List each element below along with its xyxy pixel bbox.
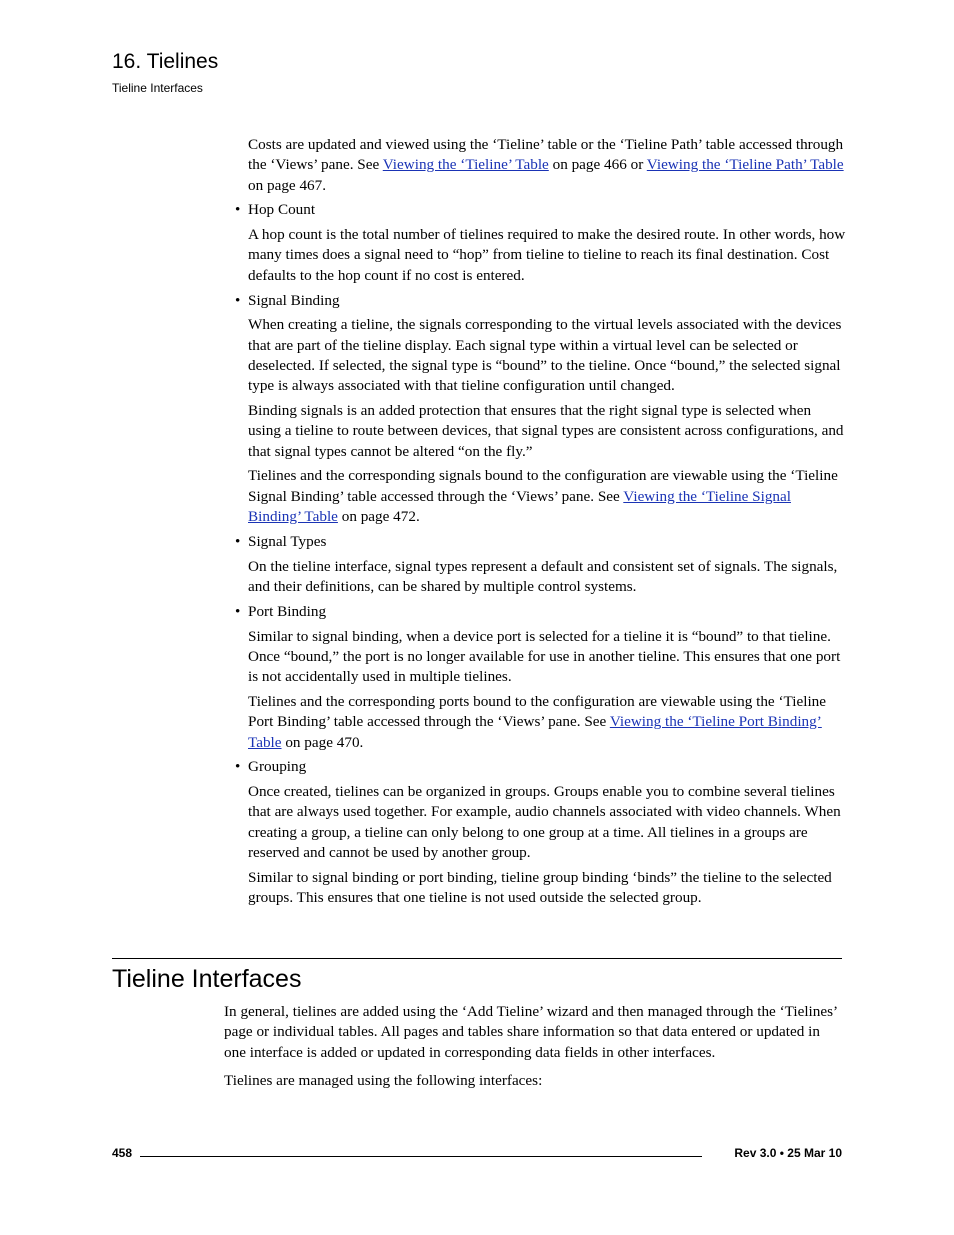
bullet-grouping: • Grouping [248,757,846,777]
body-lower [224,1002,839,1099]
xref-tieline-table-link[interactable]: Viewing the ‘Tieline’ Table [382,156,549,174]
chapter-title: 16. Tielines [112,50,219,73]
grouping-paragraph-2: Similar to signal binding or port binding, tieline group binding ‘binds” the tieline to the selected groups. This ensures that one tieline is not used outside the selected group. [248,868,832,907]
signal-binding-paragraph-3: Tielines and the corresponding signals bound to the configuration are viewable using the ‘Tieline Signal Binding’ table accessed through the ‘Views’ pane. See Viewing the ‘Tieline Signal Binding’ Table on page 472. [248,467,838,526]
grouping-paragraph-1: Once created, tielines can be organized in groups. Groups enable you to combine several tielines that are always used together. For example, audio channels associated with video channels. When creating a group, a tieline can only belong to one group at a time. All tielines in a groups are reserved and cannot be used by another group. [248,783,841,861]
xref-signal-binding-table-link[interactable]: Viewing the ‘Tieline Signal Binding’ Table [248,487,791,526]
bullet-port-binding: • Port Binding [248,602,846,622]
xref-tieline-path-table-link[interactable]: Viewing the ‘Tieline Path’ Table [646,156,844,174]
bullet-signal-types: • Signal Types [248,532,846,552]
port-binding-paragraph-1: Similar to signal binding, when a device port is selected for a tieline it is “bound” to that tieline. Once “bound,” the port is no longer available for use in another tieline. This ensures that one port is not accidentally used in multiple tielines. [248,627,841,686]
interfaces-list-lead: Tielines are managed using the following interfaces: [224,1071,543,1089]
port-binding-paragraph-2: Tielines and the corresponding ports bound to the configuration are viewable using the ‘Tieline Port Binding’ table accessed through the ‘Views’ pane. See Viewing the ‘Tieline Port Binding’ Table on page 470. [248,692,826,751]
bullet-dot-icon: • [235,532,241,550]
bullet-dot-icon: • [235,201,241,219]
section-divider [112,958,842,959]
bullet-dot-icon: • [235,602,241,620]
bullet-dot-icon: • [235,291,241,309]
hop-count-paragraph: A hop count is the total number of tielines required to make the desired route. In other words, how many times does a signal need to “hop” from tieline to tieline to reach its final destination. Cost defaults to the hop count if no cost is entered. [248,226,846,284]
cost-paragraph: Costs are updated and viewed using the ‘Tieline’ table or the ‘Tieline Path’ table accessed through the ‘Views’ pane. See Viewing the ‘Tieline’ Table on page 466 or Viewing the ‘Tieline Path’ Table on page 467. [248,136,844,194]
body-upper [235,135,846,913]
xref-port-binding-table-link[interactable]: Viewing the ‘Tieline Port Binding’ Table [248,713,822,751]
running-head: Tieline Interfaces [112,81,203,95]
signal-binding-paragraph-1: When creating a tieline, the signals corresponding to the virtual levels associated with the devices that are part of the tieline display. Each signal type within a virtual level can be selected or deselected. If selected, the signal type is “bound” to the tieline. Once “bound,” the selected signal type is always associated with that tieline configuration until changed. [248,316,842,395]
interfaces-intro-paragraph: In general, tielines are added using the ‘Add Tieline’ wizard and then managed through the ‘Tielines’ page or individual tables. All pages and tables share information so that data entered or updated in one interface is added or updated in corresponding data fields in other interfaces. [224,1003,837,1061]
bullet-signal-binding: • Signal Binding [248,291,846,311]
bullet-hop-count: • Hop Count [248,200,846,220]
signal-binding-paragraph-2: Binding signals is an added protection that ensures that the right signal type is selected when using a tieline to route between devices, that signal types are consistent across configurations, and that signal types cannot be altered “on the fly.” [248,402,844,460]
footer-divider [140,1156,702,1157]
section-title: Tieline Interfaces [112,965,302,993]
bullet-dot-icon: • [235,758,241,776]
revision-label: Rev 3.0 • 25 Mar 10 [734,1146,842,1160]
signal-types-paragraph: On the tieline interface, signal types represent a default and consistent set of signals. The signals, and their definitions, can be shared by multiple control systems. [248,557,838,595]
page-number: 458 [112,1146,133,1160]
